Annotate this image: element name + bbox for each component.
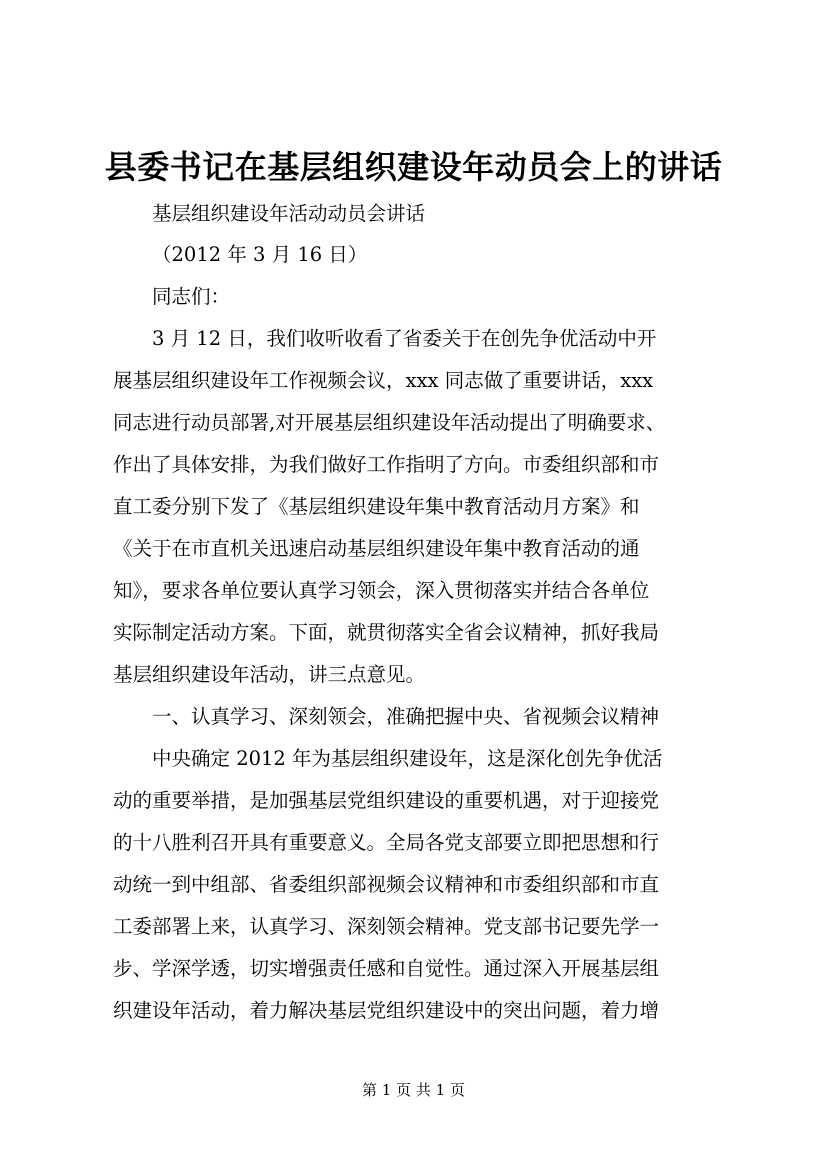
paragraph-line: 基层组织建设年活动，讲三点意见。 xyxy=(113,663,426,686)
salutation: 同志们： xyxy=(152,285,231,308)
paragraph-line: 直工委分别下发了《基层组织建设年集中教育活动月方案》和 xyxy=(113,495,640,518)
paragraph-line: 展基层组织建设年工作视频会议，xxx 同志做了重要讲话，xxx xyxy=(113,369,654,392)
page-number-footer: 第 1 页 共 1 页 xyxy=(362,1081,465,1099)
date-line: （2012 年 3 月 16 日） xyxy=(152,243,368,266)
paragraph-line: 3 月 12 日，我们收听收看了省委关于在创先争优活动中开 xyxy=(152,327,657,350)
paragraph-line: 的十八胜利召开具有重要意义。全局各党支部要立即把思想和行 xyxy=(113,831,660,854)
paragraph-line: 知》，要求各单位要认真学习领会，深入贯彻落实并结合各单位 xyxy=(113,579,650,602)
document-title: 县委书记在基层组织建设年动员会上的讲话 xyxy=(104,148,723,186)
paragraph-line: 同志进行动员部署,对开展基层组织建设年活动提出了明确要求、 xyxy=(113,411,666,434)
paragraph-line: 动的重要举措，是加强基层党组织建设的重要机遇，对于迎接党 xyxy=(113,789,660,812)
paragraph-line: 中央确定 2012 年为基层组织建设年，这是深化创先争优活 xyxy=(152,747,663,770)
paragraph-line: 作出了具体安排，为我们做好工作指明了方向。市委组织部和市 xyxy=(113,453,660,476)
paragraph-line: 工委部署上来，认真学习、深刻领会精神。党支部书记要先学一 xyxy=(113,915,660,938)
paragraph-line: 《关于在市直机关迅速启动基层组织建设年集中教育活动的通 xyxy=(113,537,640,560)
section-heading: 一、认真学习、深刻领会，准确把握中央、省视频会议精神 xyxy=(152,705,660,728)
paragraph-line: 步、学深学透，切实增强责任感和自觉性。通过深入开展基层组 xyxy=(113,957,660,980)
subtitle: 基层组织建设年活动动员会讲话 xyxy=(152,202,426,225)
paragraph-line: 动统一到中组部、省委组织部视频会议精神和市委组织部和市直 xyxy=(113,873,660,896)
paragraph-line: 实际制定活动方案。下面，就贯彻落实全省会议精神，抓好我局 xyxy=(113,621,660,644)
paragraph-line: 织建设年活动，着力解决基层党组织建设中的突出问题，着力增 xyxy=(113,999,660,1022)
